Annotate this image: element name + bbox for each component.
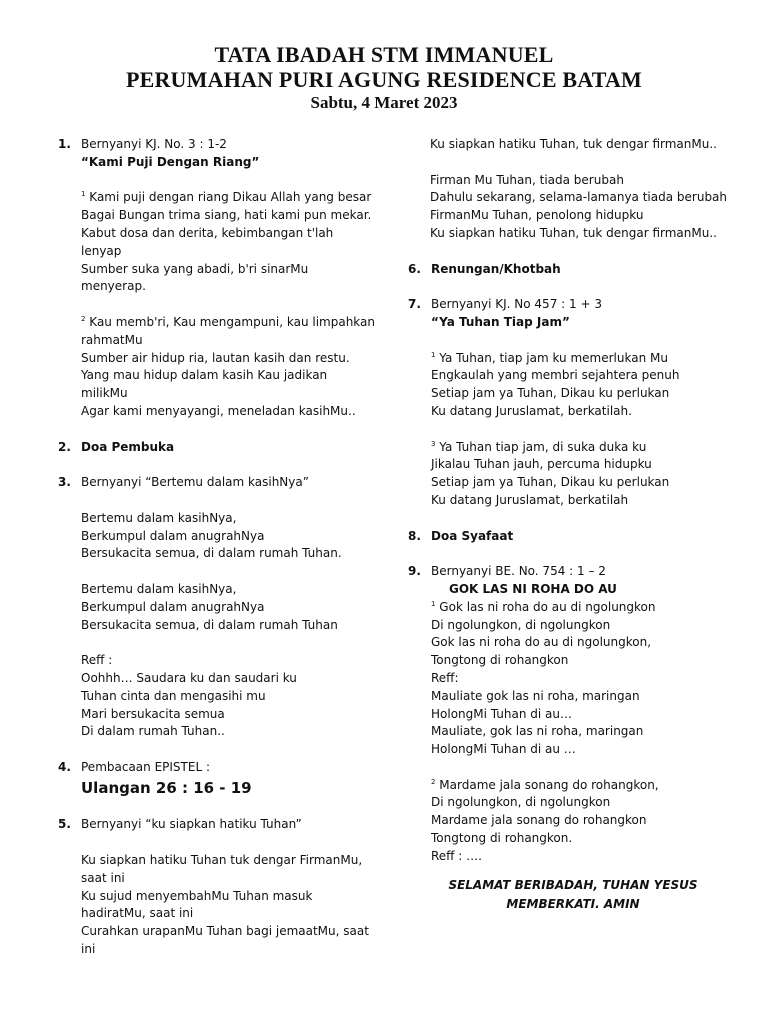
right-column <box>408 136 738 914</box>
bible-reading: Ulangan 26 : 16 - 19 <box>81 778 252 797</box>
item-title: Bernyanyi BE. No. 754 : 1 – 2 <box>431 564 606 579</box>
verse-number: 1 <box>431 599 436 608</box>
song-title: “Kami Puji Dengan Riang” <box>81 154 260 169</box>
verse-line: Ya Tuhan tiap jam, di suka duka ku <box>439 439 647 454</box>
verse-line: Mauliate gok las ni roha, maringan <box>431 688 640 703</box>
verse-number: 2 <box>81 314 86 323</box>
song-line: Bertemu dalam kasihNya, <box>81 581 237 596</box>
song-line: Bersukacita semua, di dalam rumah Tuhan. <box>81 546 342 561</box>
verse-line: Gok las ni roha do au di ngolungkon, <box>431 635 652 650</box>
order-item-7 <box>408 296 738 510</box>
date: Sabtu, 4 Maret 2023 <box>310 93 458 112</box>
reff-line: Mari bersukacita semua <box>81 706 225 721</box>
item-number: 9. <box>408 564 421 579</box>
item-title: Bernyanyi KJ. No 457 : 1 + 3 <box>431 297 602 312</box>
song-line: Ku siapkan hatiku Tuhan, tuk dengar firmanMu.. <box>430 137 717 151</box>
closing-blessing <box>408 876 738 914</box>
title-line-2: PERUMAHAN PURI AGUNG RESIDENCE BATAM <box>125 67 643 92</box>
song-line: Curahkan urapanMu Tuhan bagi jemaatMu, saat <box>81 924 369 939</box>
verse-line: milikMu <box>81 386 128 401</box>
song-line: FirmanMu Tuhan, penolong hidupku <box>430 208 644 223</box>
item-number: 8. <box>408 528 421 543</box>
verse-line: menyerap. <box>81 279 146 294</box>
verse-line: Ku datang Juruslamat, berkatilah. <box>431 403 632 418</box>
verse-line: Gok las ni roha do au di ngolungkon <box>439 599 656 614</box>
verse-line: Kami puji dengan riang Dikau Allah yang besar <box>89 190 372 205</box>
verse-line: rahmatMu <box>81 332 143 347</box>
reff-label: Reff : <box>81 653 113 668</box>
verse-line: HolongMi Tuhan di au … <box>431 742 576 757</box>
song-line: hadiratMu, saat ini <box>81 906 194 921</box>
reff-label: Reff : …. <box>431 848 482 863</box>
header <box>0 0 768 114</box>
verse-number: 2 <box>431 777 436 786</box>
verse-number: 1 <box>431 350 436 359</box>
closing-line-2: MEMBERKATI. AMIN <box>506 896 640 911</box>
song-line: ini <box>81 942 96 957</box>
order-item-6 <box>408 261 738 279</box>
song-line: Bersukacita semua, di dalam rumah Tuhan <box>81 617 338 632</box>
item-number: 2. <box>58 439 71 454</box>
order-item-3 <box>58 474 378 741</box>
item-title: Bernyanyi KJ. No. 3 : 1-2 <box>81 137 227 151</box>
verse-line: Di ngolungkon, di ngolungkon <box>431 617 611 632</box>
verse-line: Sumber suka yang abadi, b'ri sinarMu <box>81 261 309 276</box>
item-title: Pembacaan EPISTEL : <box>81 759 211 774</box>
verse-number: 3 <box>431 439 436 448</box>
verse-line: Ku datang Juruslamat, berkatilah <box>431 492 629 507</box>
verse-line: Setiap jam ya Tuhan, Dikau ku perlukan <box>431 475 670 490</box>
item-title: Doa Pembuka <box>81 439 175 454</box>
reff-line: Tuhan cinta dan mengasihi mu <box>81 688 266 703</box>
reff-line: Oohhh… Saudara ku dan saudari ku <box>81 670 297 685</box>
verse-line: Ya Tuhan, tiap jam ku memerlukan Mu <box>439 350 668 365</box>
verse-line: Di ngolungkon, di ngolungkon <box>431 795 611 810</box>
order-item-8 <box>408 528 738 546</box>
verse-line: Tongtong di rohangkon <box>431 653 569 668</box>
reff-label: Reff: <box>431 670 459 685</box>
item-number: 6. <box>408 261 421 276</box>
verse-1 <box>81 189 378 296</box>
order-item-2 <box>58 439 378 457</box>
verse-line: Bagai Bungan trima siang, hati kami pun mekar. <box>81 208 372 223</box>
verse-line: Mauliate, gok las ni roha, maringan <box>431 724 644 739</box>
verse-line: HolongMi Tuhan di au… <box>431 706 572 721</box>
song-line: Dahulu sekarang, selama-lamanya tiada berubah <box>430 190 728 205</box>
reff-line: Di dalam rumah Tuhan.. <box>81 724 225 739</box>
song-line: Bertemu dalam kasihNya, <box>81 510 237 525</box>
song-line: saat ini <box>81 870 125 885</box>
item-title: Doa Syafaat <box>431 528 514 543</box>
item-title: Bernyanyi “ku siapkan hatiku Tuhan” <box>81 817 302 832</box>
verse-line: Jikalau Tuhan jauh, percuma hidupku <box>431 457 652 472</box>
verse-line: Kau memb'ri, Kau mengampuni, kau limpahkan <box>89 314 376 329</box>
song-line: Berkumpul dalam anugrahNya <box>81 528 265 543</box>
order-item-4 <box>58 759 378 799</box>
verse-line: lenyap <box>81 243 122 258</box>
title-line-1: TATA IBADAH STM IMMANUEL <box>214 42 554 67</box>
order-item-9 <box>408 563 738 866</box>
verse-line: Sumber air hidup ria, lautan kasih dan restu. <box>81 350 350 365</box>
verse-line: Engkaulah yang membri sejahtera penuh <box>431 368 680 383</box>
closing-line-1: SELAMAT BERIBADAH, TUHAN YESUS <box>448 877 698 892</box>
verse-line: Tongtong di rohangkon. <box>431 831 573 846</box>
item-title: Renungan/Khotbah <box>431 261 561 276</box>
item-number: 5. <box>58 817 71 832</box>
order-item-1 <box>58 136 378 421</box>
verse-2 <box>81 314 378 421</box>
verse-line: Mardame jala sonang do rohangkon, <box>439 777 659 792</box>
verse-line: Yang mau hidup dalam kasih Kau jadikan <box>81 368 328 383</box>
song-line: Firman Mu Tuhan, tiada berubah <box>430 172 624 187</box>
song-line: Ku sujud menyembahMu Tuhan masuk <box>81 888 313 903</box>
verse-line: Setiap jam ya Tuhan, Dikau ku perlukan <box>431 386 670 401</box>
item-number: 7. <box>408 297 421 312</box>
item-number: 1. <box>58 137 71 151</box>
song-line: Ku siapkan hatiku Tuhan, tuk dengar firmanMu.. <box>430 225 717 240</box>
order-item-5 <box>58 816 378 958</box>
song-title: GOK LAS NI ROHA DO AU <box>449 581 617 596</box>
item-title: Bernyanyi “Bertemu dalam kasihNya” <box>81 475 309 490</box>
verse-line: Kabut dosa dan derita, kebimbangan t'lah <box>81 225 334 240</box>
item-number: 3. <box>58 475 71 490</box>
song-line: Berkumpul dalam anugrahNya <box>81 599 265 614</box>
verse-line: Agar kami menyayangi, meneladan kasihMu.. <box>81 403 356 418</box>
item-number: 4. <box>58 759 71 774</box>
verse-line: Mardame jala sonang do rohangkon <box>431 813 647 828</box>
left-column <box>58 136 378 959</box>
song-line: Ku siapkan hatiku Tuhan tuk dengar FirmanMu, <box>81 853 363 868</box>
song-title: “Ya Tuhan Tiap Jam” <box>431 314 570 329</box>
verse-number: 1 <box>81 190 86 199</box>
